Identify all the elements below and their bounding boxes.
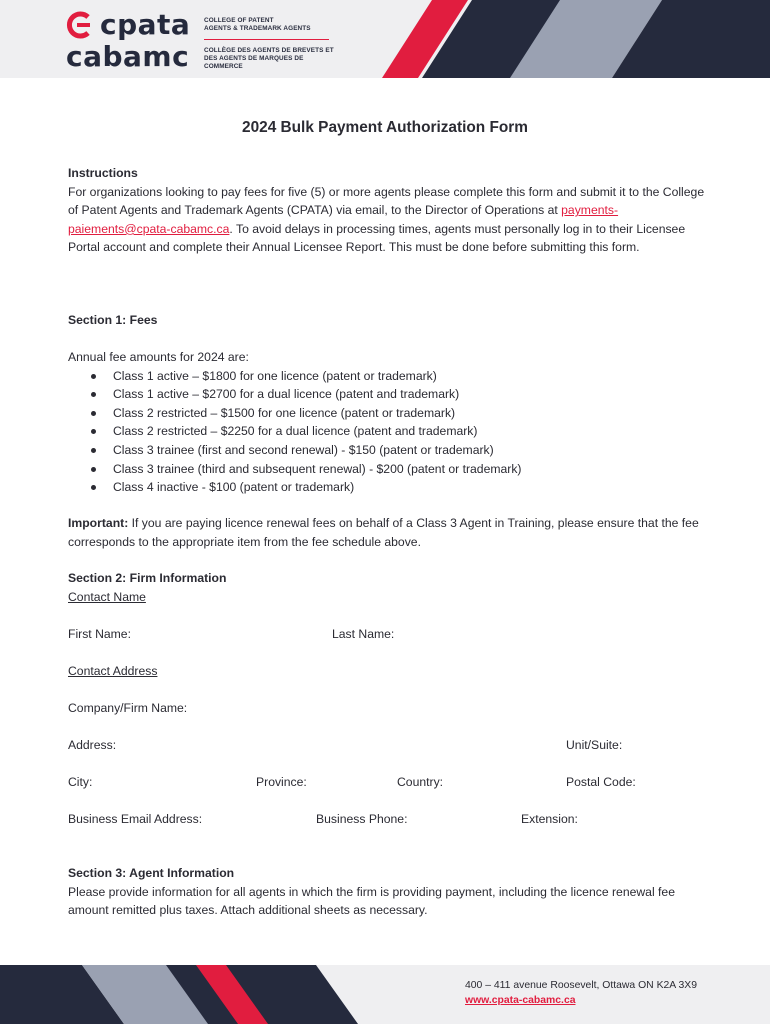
fee-item: Class 3 trainee (first and second renewal) - $150 (patent or trademark) [113,441,708,460]
payments-email-link[interactable]: payments-paiements@cpata-cabamc.ca [68,203,619,236]
fee-item: Class 1 active – $2700 for a dual licence (patent and trademark) [113,385,708,404]
college-fr-line2: DES AGENTS DE MARQUES DE COMMERCE [204,55,304,70]
page-footer [0,965,770,1024]
college-en-line1: COLLEGE OF PATENT [204,17,274,24]
fees-block [68,348,708,497]
last-name-label: Last Name: [332,627,395,641]
instructions-block [68,164,708,257]
logo-text-cpata: cpata [100,8,191,41]
footer-address: 400 – 411 avenue Roosevelt, Ottawa ON K2A 3X9 [465,980,698,991]
section1-heading: Section 1: Fees [68,313,158,327]
cpata-logo [66,9,190,73]
section3-heading: Section 3: Agent Information [68,866,235,880]
website-link[interactable]: www.cpata-cabamc.ca [465,995,576,1006]
logo-text-cabamc: cabamc [66,40,190,73]
company-label: Company/Firm Name: [68,701,188,715]
college-fr-line1: COLLÈGE DES AGENTS DE BREVETS ET [204,47,334,54]
college-en-line2: AGENTS & TRADEMARK AGENTS [204,25,311,32]
fee-item: Class 1 active – $1800 for one licence (patent or trademark) [113,367,708,386]
page-title: 2024 Bulk Payment Authorization Form [242,119,528,136]
logo-c-icon [66,10,96,40]
important-text: If you are paying licence renewal fees on behalf of a Class 3 Agent in Training, please ensure that the fee corresponds to the appropriate item from the fee schedule above. [68,516,699,549]
instructions-text [68,183,708,257]
first-name-label: First Name: [68,627,131,641]
province-label: Province: [256,775,307,789]
address-label: Address: [68,738,117,752]
contact-name-heading: Contact Name [68,590,146,604]
instructions-heading: Instructions [68,166,138,180]
important-label: Important: [68,516,129,530]
business-phone-label: Business Phone: [316,812,408,826]
footer-address-block [465,978,697,1008]
business-email-label: Business Email Address: [68,812,203,826]
city-label: City: [68,775,93,789]
extension-label: Extension: [521,812,578,826]
fees-list [68,367,708,497]
college-divider [204,39,329,40]
fee-item: Class 4 inactive - $100 (patent or trademark) [113,478,708,497]
fee-item: Class 2 restricted – $1500 for one licence (patent or trademark) [113,404,708,423]
section3-text: Please provide information for all agents in which the firm is providing payment, including the licence renewal fee amount remitted plus taxes. Attach additional sheets as necessary. [68,884,675,918]
college-name [204,17,334,71]
important-note [68,514,708,551]
postal-code-label: Postal Code: [566,775,636,789]
country-label: Country: [397,775,444,789]
instructions-text-1: For organizations looking to pay fees for five (5) or more agents please complete this form and submit it to the College of Patent Agents and Trademark Agents (CPATA) via email, to the Director of Operations at [68,184,705,218]
contact-address-heading: Contact Address [68,664,158,678]
section2-heading: Section 2: Firm Information [68,571,227,585]
unit-label: Unit/Suite: [566,738,623,752]
page-header [0,0,770,78]
section3-block [68,864,708,920]
fee-item: Class 2 restricted – $2250 for a dual licence (patent and trademark) [113,422,708,441]
fee-item: Class 3 trainee (third and subsequent renewal) - $200 (patent or trademark) [113,460,708,479]
instructions-text-2: . To avoid delays in processing times, agents must personally log in to their Licensee Portal account and complete their Annual Licensee Report. This must be done before submitting this form. [68,221,686,255]
fees-intro: Annual fee amounts for 2024 are: [68,350,249,364]
